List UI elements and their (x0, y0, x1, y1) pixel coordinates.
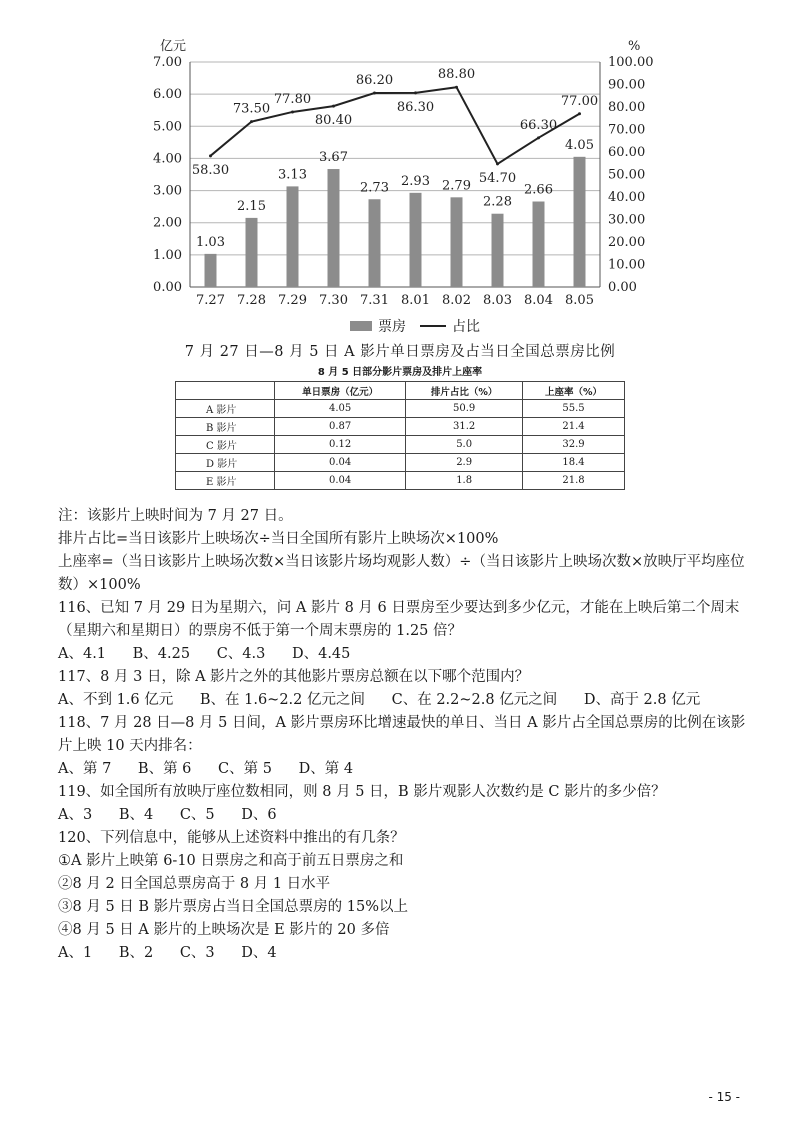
option: D、高于 2.8 亿元 (583, 692, 701, 708)
table-header-cell: 单日票房（亿元） (275, 382, 406, 400)
option: D、4 (241, 945, 277, 961)
y-right-tick-label: 0.00 (608, 280, 637, 295)
table-cell: 50.9 (406, 400, 523, 418)
bar (451, 197, 463, 287)
line-value-label: 66.30 (519, 117, 558, 133)
question-118: 118、7 月 28 日—8 月 5 日间，A 影片票房环比增速最快的单日、当日 A 影片占全国总票房的比例在该影片上映 10 天内排名： (58, 715, 746, 754)
question-116-options (58, 643, 758, 666)
table-cell: 55.5 (522, 400, 624, 418)
option: D、第 4 (298, 761, 354, 777)
legend-bar-swatch (350, 321, 372, 331)
table-cell: 2.9 (406, 454, 523, 472)
line-point (496, 162, 499, 165)
table-row (176, 454, 625, 472)
bar (328, 169, 340, 287)
statement: ④8 月 5 日 A 影片的上映场次是 E 影片的 20 多倍 (58, 922, 390, 938)
line-point (455, 86, 458, 89)
option: C、3 (179, 945, 215, 961)
option: B、4.25 (132, 646, 191, 662)
line-point (250, 120, 253, 123)
bar (410, 193, 422, 287)
bar-value-label: 3.13 (278, 167, 307, 183)
y-left-tick-label: 5.00 (153, 119, 182, 135)
table-cell: 1.8 (406, 472, 523, 490)
y-left-tick-label: 0.00 (153, 280, 182, 295)
question-120: 120、下列信息中，能够从上述资料中推出的有几条？ (58, 830, 405, 846)
line-value-label: 77.80 (273, 91, 312, 107)
table-cell: 0.12 (275, 436, 406, 454)
bar-value-label: 3.67 (319, 150, 348, 166)
line-value-label: 73.50 (232, 101, 271, 117)
y-right-tick-label: 10.00 (608, 257, 646, 273)
x-tick-label: 8.04 (524, 293, 553, 308)
line-value-label: 54.70 (478, 170, 517, 186)
x-tick-label: 7.30 (319, 293, 348, 308)
table-header-cell: 排片占比（%） (406, 382, 523, 400)
y-right-tick-label: 20.00 (608, 235, 646, 250)
option: C、5 (179, 807, 215, 823)
line-point (373, 92, 376, 95)
table-row (176, 400, 625, 418)
x-tick-label: 8.05 (565, 293, 594, 308)
line-value-label: 86.30 (396, 99, 435, 115)
table-row (176, 436, 625, 454)
chart-caption: 7 月 27 日—8 月 5 日 A 影片单日票房及占当日全国总票房比例 (184, 344, 616, 360)
table-cell: 21.4 (522, 418, 624, 436)
line-point (209, 154, 212, 157)
question-117-options (58, 689, 758, 712)
table-cell: 32.9 (522, 436, 624, 454)
note-line: 排片占比=当日该影片上映场次÷当日全国所有影片上映场次×100% (58, 531, 499, 547)
bar (205, 254, 217, 287)
table-header-row (176, 382, 625, 400)
table-row (176, 472, 625, 490)
x-tick-label: 8.03 (483, 293, 512, 308)
statement: ②8 月 2 日全国总票房高于 8 月 1 日水平 (58, 876, 331, 892)
table-cell: 5.0 (406, 436, 523, 454)
table-cell: 4.05 (275, 400, 406, 418)
table-cell: B 影片 (176, 418, 275, 436)
option: C、第 5 (218, 761, 272, 777)
line-point (332, 105, 335, 108)
table-cell: E 影片 (176, 472, 275, 490)
y-right-tick-label: 40.00 (608, 190, 646, 205)
line-value-label: 80.40 (314, 113, 353, 129)
y-left-tick-label: 7.00 (153, 55, 182, 70)
table-row (176, 418, 625, 436)
bar (492, 214, 504, 287)
option: A、不到 1.6 亿元 (58, 692, 174, 708)
bar-value-label: 2.28 (483, 194, 512, 210)
option: B、在 1.6~2.2 亿元之间 (199, 692, 366, 708)
x-tick-label: 7.27 (196, 293, 225, 308)
table-header-cell (176, 382, 275, 400)
y-right-tick-label: 80.00 (608, 100, 646, 115)
question-text-block (58, 505, 758, 965)
legend-line-swatch (420, 325, 446, 327)
y-left-tick-label: 1.00 (153, 247, 182, 263)
question-119-options (58, 804, 758, 827)
option: A、3 (58, 807, 93, 823)
table-cell: 0.04 (275, 454, 406, 472)
option: C、4.3 (216, 646, 266, 662)
question-118-options (58, 758, 758, 781)
statement: ①A 影片上映第 6-10 日票房之和高于前五日票房之和 (58, 853, 404, 869)
line-point (537, 136, 540, 139)
bar-value-label: 2.93 (401, 173, 430, 189)
y-right-tick-label: 30.00 (608, 212, 646, 228)
question-120-options (58, 942, 758, 965)
y-left-unit-label: 亿元 (160, 39, 187, 54)
y-right-tick-label: 70.00 (608, 122, 646, 138)
bar-value-label: 2.15 (237, 198, 266, 214)
y-left-tick-label: 3.00 (153, 183, 182, 199)
table-cell: D 影片 (176, 454, 275, 472)
table-cell: A 影片 (176, 400, 275, 418)
y-left-tick-label: 6.00 (153, 87, 182, 103)
question-116: 116、已知 7 月 29 日为星期六，问 A 影片 8 月 6 日票房至少要达到多少亿元，才能在上映后第二个周末（星期六和星期日）的票房不低于第一个周末票房的 1.25 倍？ (58, 600, 740, 639)
y-left-tick-label: 2.00 (153, 215, 182, 231)
table-cell: 31.2 (406, 418, 523, 436)
option: C、在 2.2~2.8 亿元之间 (391, 692, 558, 708)
y-right-tick-label: 50.00 (608, 167, 646, 183)
table-cell: 0.04 (275, 472, 406, 490)
data-table (175, 381, 625, 490)
option: A、第 7 (58, 761, 112, 777)
x-tick-label: 7.29 (278, 293, 307, 308)
line-value-label: 88.80 (437, 67, 476, 83)
question-119: 119、如全国所有放映厅座位数相同，则 8 月 5 日，B 影片观影人次数约是 C 影片的多少倍？ (58, 784, 666, 800)
chart-svg (0, 0, 800, 312)
table-title: 8 月 5 日部分影片票房及排片上座率 (317, 367, 483, 378)
bar (246, 218, 258, 287)
x-tick-label: 8.02 (442, 293, 471, 308)
bar-value-label: 1.03 (196, 234, 225, 250)
table-cell: 21.8 (522, 472, 624, 490)
note-line: 注：该影片上映时间为 7 月 27 日。 (58, 508, 293, 524)
question-117: 117、8 月 3 日，除 A 影片之外的其他影片票房总额在以下哪个范围内？ (58, 669, 530, 685)
line-value-label: 86.20 (355, 73, 394, 89)
chart-legend (350, 316, 480, 336)
x-tick-label: 7.31 (360, 293, 389, 308)
option: B、2 (118, 945, 154, 961)
x-tick-label: 8.01 (401, 293, 430, 308)
y-left-tick-label: 4.00 (153, 151, 182, 167)
line-point (291, 110, 294, 113)
bar (533, 202, 545, 288)
table-cell: C 影片 (176, 436, 275, 454)
bar (574, 157, 586, 287)
legend-bar-label: 票房 (378, 319, 406, 335)
y-right-tick-label: 60.00 (608, 145, 646, 160)
line-value-label: 77.00 (560, 93, 599, 109)
bar-value-label: 2.79 (442, 178, 471, 194)
legend-line-label: 占比 (452, 319, 480, 335)
y-right-unit-label: % (628, 39, 641, 54)
bar (287, 186, 299, 287)
bar-value-label: 2.73 (360, 180, 389, 196)
line-point (414, 91, 417, 94)
note-line: 上座率=（当日该影片上映场次数×当日该影片场均观影人数）÷（当日该影片上映场次数×放映厅平均座位数）×100% (58, 554, 745, 593)
page-number: - 15 - (708, 1090, 740, 1104)
bar-value-label: 4.05 (565, 137, 594, 153)
option: A、1 (58, 945, 93, 961)
option: D、6 (241, 807, 277, 823)
line-point (578, 112, 581, 115)
x-tick-label: 7.28 (237, 293, 266, 308)
option: A、4.1 (58, 646, 107, 662)
table-cell: 18.4 (522, 454, 624, 472)
table-cell: 0.87 (275, 418, 406, 436)
bar-value-label: 2.66 (524, 182, 553, 198)
y-right-tick-label: 100.00 (608, 55, 654, 70)
bar (369, 199, 381, 287)
option: D、4.45 (291, 646, 351, 662)
line-value-label: 58.30 (191, 162, 230, 178)
statement: ③8 月 5 日 B 影片票房占当日全国总票房的 15%以上 (58, 899, 408, 915)
y-right-tick-label: 90.00 (608, 77, 646, 93)
table-header-cell: 上座率（%） (522, 382, 624, 400)
option: B、4 (118, 807, 154, 823)
combo-chart (0, 0, 800, 335)
option: B、第 6 (137, 761, 192, 777)
